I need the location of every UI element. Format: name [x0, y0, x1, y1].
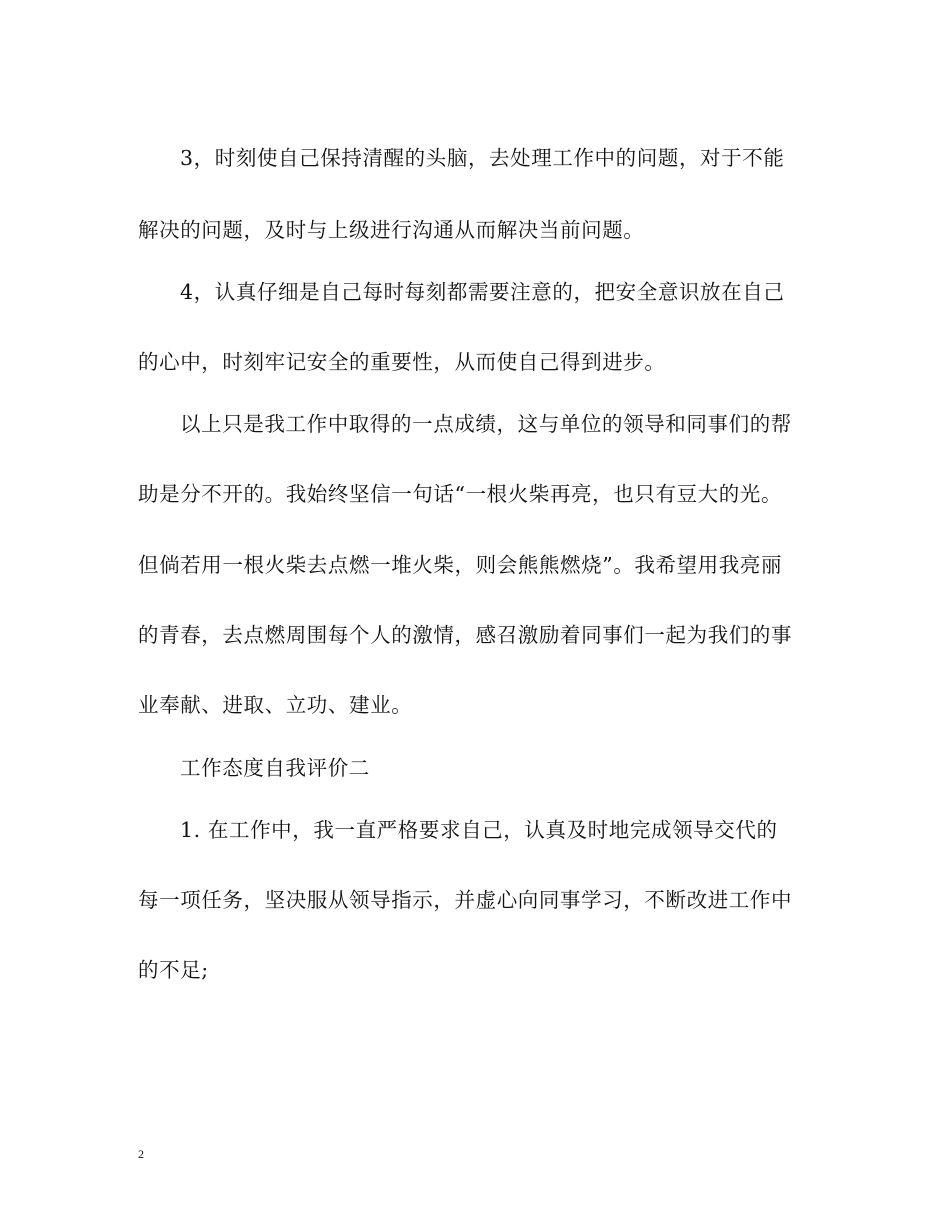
paragraph-line: 解决的问题，及时与上级进行沟通从而解决当前问题。	[138, 218, 645, 242]
paragraph-line: 每一项任务，坚决服从领导指示，并虚心向同事学习，不断改进工作中	[138, 888, 793, 912]
paragraph-line: 业奉献、进取、立功、建业。	[138, 693, 413, 717]
paragraph-line: 1. 在工作中，我一直严格要求自己，认真及时地完成领导交代的	[180, 818, 778, 842]
page-number: 2	[138, 1147, 144, 1161]
section-heading: 工作态度自我评价二	[180, 756, 370, 780]
paragraph-line: 但倘若用一根火柴去点燃一堆火柴，则会熊熊燃烧”。我希望用我亮丽	[138, 553, 783, 577]
paragraph-line: 3，时刻使自己保持清醒的头脑，去处理工作中的问题，对于不能	[180, 146, 785, 170]
paragraph-line: 的心中，时刻牢记安全的重要性，从而使自己得到进步。	[138, 350, 666, 374]
paragraph-line: 的不足;	[138, 958, 209, 982]
paragraph-line: 4，认真仔细是自己每时每刻都需要注意的，把安全意识放在自己	[180, 280, 785, 304]
paragraph-line: 助是分不开的。我始终坚信一句话“一根火柴再亮，也只有豆大的光。	[138, 482, 783, 506]
paragraph-line: 以上只是我工作中取得的一点成绩，这与单位的领导和同事们的帮	[180, 412, 792, 436]
paragraph-line: 的青春，去点燃周围每个人的激情，感召激励着同事们一起为我们的事	[138, 623, 793, 647]
